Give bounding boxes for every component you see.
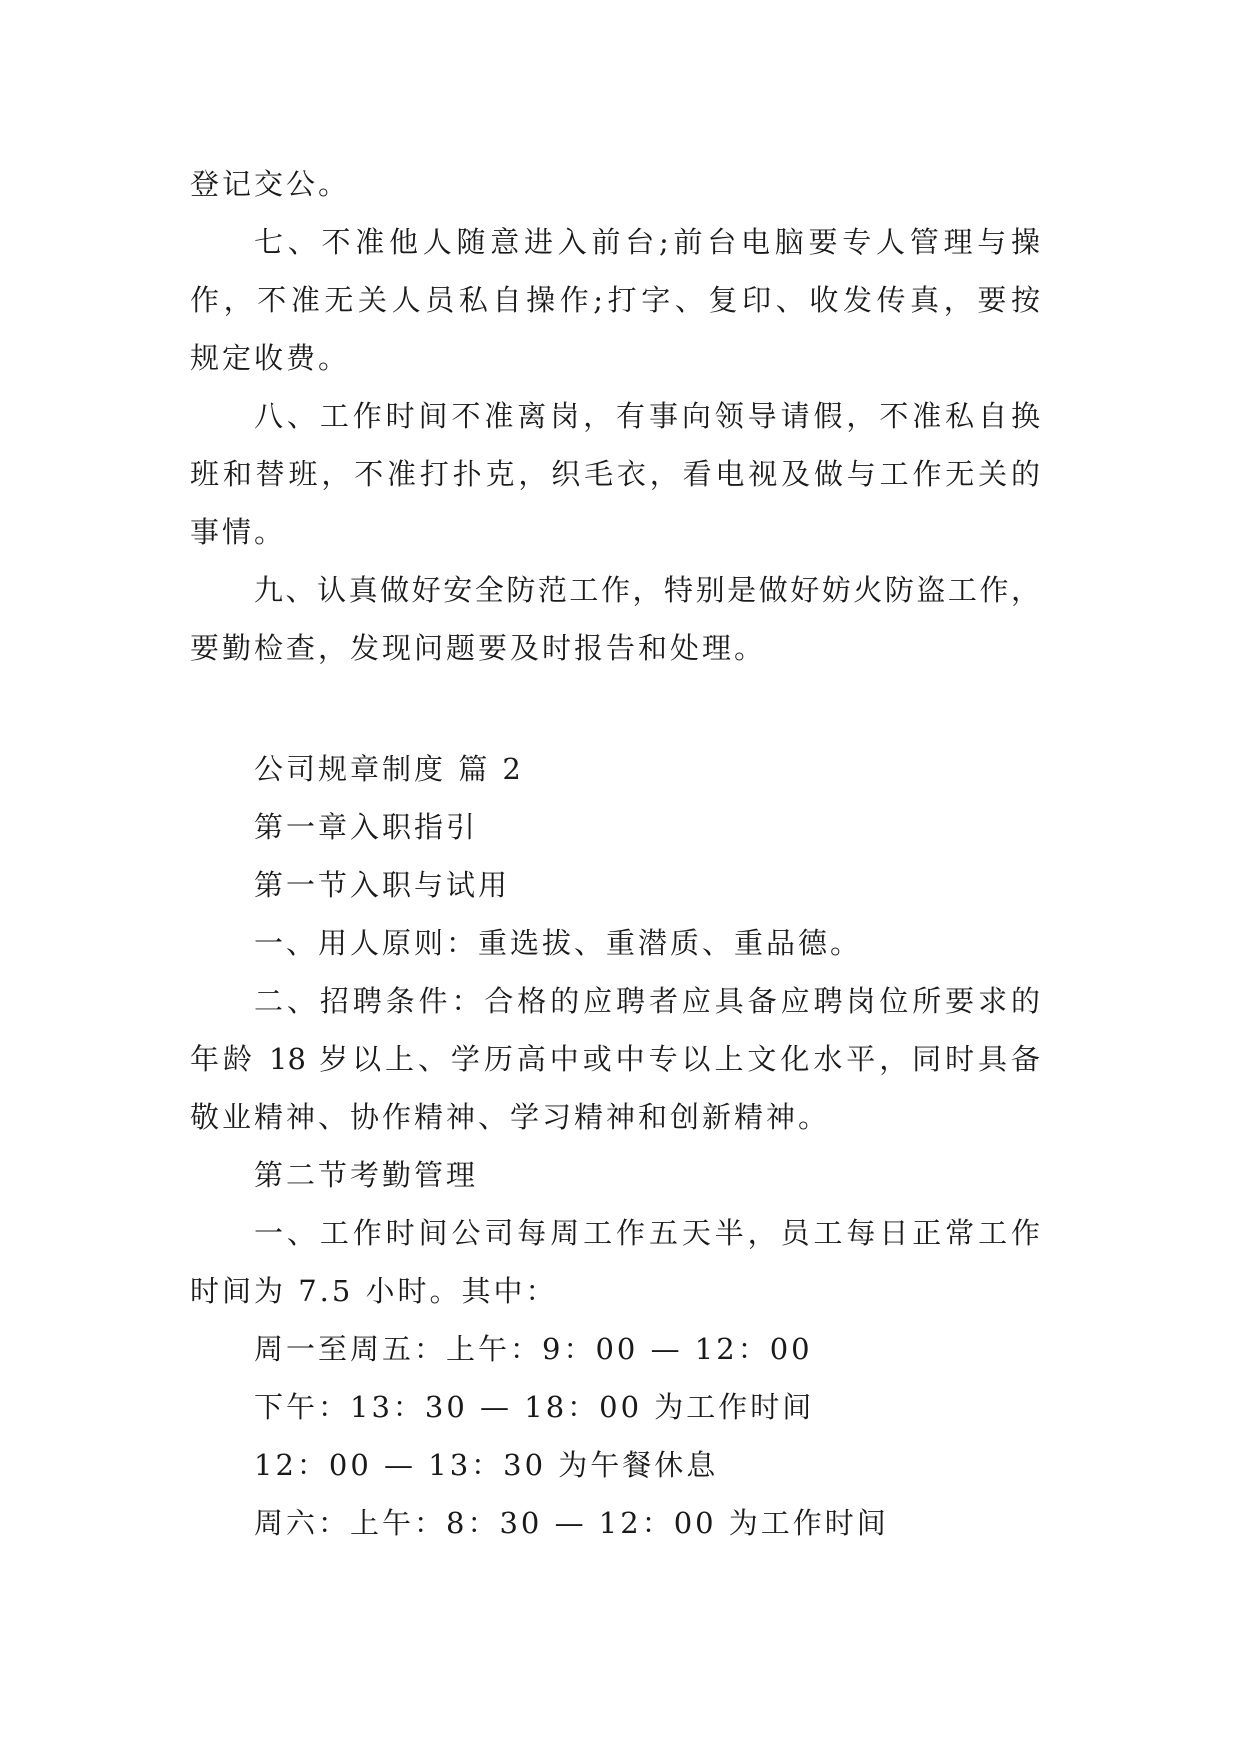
paragraph-line: 二、招聘条件：合格的应聘者应具备应聘岗位所要求的: [254, 984, 1040, 1018]
chapter-heading: 第一章入职指引: [254, 810, 479, 844]
schedule-line: 12：00 — 13：30 为午餐休息: [254, 1448, 719, 1482]
paragraph-line: 登记交公。: [190, 167, 351, 201]
schedule-line: 下午：13：30 — 18：00 为工作时间: [254, 1390, 815, 1424]
paragraph-line: 时间为 7.5 小时。其中：: [190, 1274, 558, 1308]
paragraph-line: 一、用人原则：重选拔、重潜质、重品德。: [254, 926, 863, 960]
schedule-line: 周一至周五：上午：9：00 — 12：00: [254, 1332, 813, 1366]
paragraph-line: 一、工作时间公司每周工作五天半，员工每日正常工作: [254, 1216, 1040, 1250]
paragraph-line: 事情。: [190, 515, 287, 549]
paragraph-line: 敬业精神、协作精神、学习精神和创新精神。: [190, 1100, 831, 1134]
paragraph-line: 八、工作时间不准离岗，有事向领导请假，不准私自换: [254, 399, 1040, 433]
paragraph-line: 九、认真做好安全防范工作，特别是做好妨火防盗工作，: [254, 573, 1040, 607]
paragraph-line: 要勤检查，发现问题要及时报告和处理。: [190, 631, 767, 665]
paragraph-line: 班和替班，不准打扑克，织毛衣，看电视及做与工作无关的: [190, 457, 1040, 491]
section-title: 公司规章制度 篇 2: [254, 752, 524, 786]
schedule-line: 周六：上午：8：30 — 12：00 为工作时间: [254, 1506, 889, 1540]
paragraph-line: 年龄 18 岁以上、学历高中或中专以上文化水平，同时具备: [190, 1042, 1040, 1076]
paragraph-line: 规定收费。: [190, 341, 351, 375]
section-heading: 第一节入职与试用: [254, 868, 511, 902]
section-heading: 第二节考勤管理: [254, 1158, 479, 1192]
paragraph-line: 作，不准无关人员私自操作;打字、复印、收发传真，要按: [190, 283, 1040, 317]
paragraph-line: 七、不准他人随意进入前台;前台电脑要专人管理与操: [254, 225, 1040, 259]
